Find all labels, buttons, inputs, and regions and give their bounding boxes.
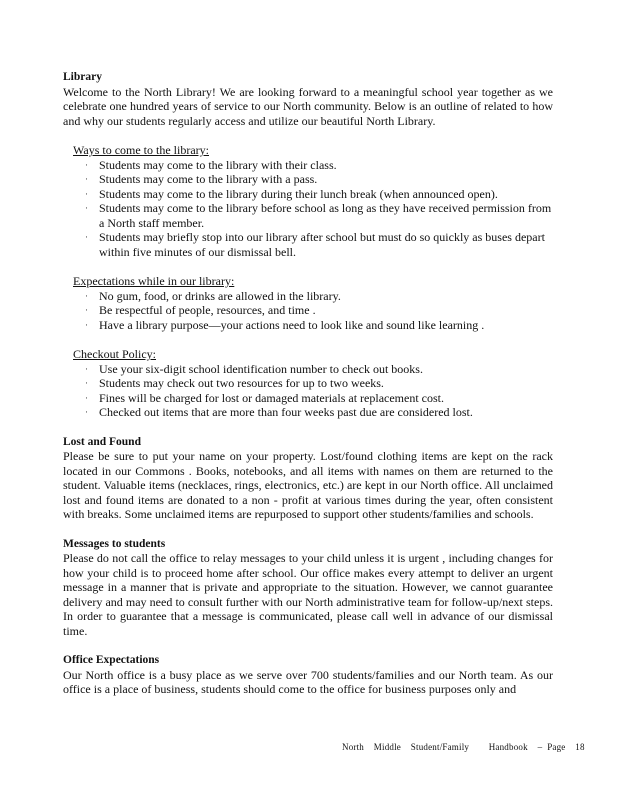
office-heading: Office Expectations [63,654,160,666]
ways-list [63,158,553,260]
expectations-title: Expectations while in our library: [73,274,235,288]
list-item: · Students may come to the library with their class. [85,157,337,172]
list-item: · Checked out items that are more than four weeks past due are considered lost. [85,405,473,419]
bullet-icon: · [85,305,88,315]
list-item: · Students may check out two resources for up to two weeks. [85,376,384,390]
lost-found-body: Please be sure to put your name on your property. Lost/found clothing items are kept on the rack located in our Commons . Books, notebooks, and all items with names on them are returned to the student. Valuable items (necklaces, rings, electronics, etc.) are kept in our North office. All unclaimed lost and found items are donated to a non - profit at various times during the year, often consistent with breaks. Some unclaimed items are repurposed to support other students/families and schools. [63,449,553,521]
list-item: · Be respectful of people, resources, and time . [85,303,316,317]
list-item: · Students may come to the library during their lunch break (when announced open). [85,186,498,201]
messages-heading: Messages to students [63,537,166,550]
checkout-title: Checkout Policy: [73,347,156,361]
messages-body: Please do not call the office to relay messages to your child unless it is urgent , including changes for how your child is to proceed home after school. Our office makes every attempt to deliver an urgent message in a manner that is private and appropriate to the situation. However, we cannot guarantee delivery and may need to consult further with our North administrative team for follow-up/next steps. In order to guarantee that a message is communicated, please call well in advance of our dismissal time. [63,551,553,638]
bullet-icon: · [85,159,88,170]
list-item: · No gum, food, or drinks are allowed in the library. [85,288,341,303]
list-item: · Have a library purpose—your actions need to look like and sound like learning . [85,317,485,332]
bullet-icon: · [85,363,88,374]
bullet-icon: · [85,378,88,388]
bullet-icon: · [85,319,88,330]
list-item: · Fines will be charged for lost or damaged materials at replacement cost. [85,390,444,405]
bullet-icon: · [85,203,88,213]
ways-title: Ways to come to the library: [73,143,209,157]
bullet-icon: · [85,174,88,184]
checkout-list [63,362,553,420]
list-item: · Students may come to the library before school as long as they have received permission from a North staff member. [85,201,552,230]
bullet-icon: · [85,290,88,301]
expectations-list [63,289,553,333]
bullet-icon: · [85,392,88,403]
page-footer: North Middle Student/Family Handbook – Page 18 [342,742,585,752]
document-page [63,70,553,697]
office-body: Our North office is a busy place as we serve over 700 students/families and our North team. As our office is a place of business, students should come to the office for business purposes only and [63,667,553,696]
bullet-icon: · [85,188,88,199]
library-intro: Welcome to the North Library! We are looking forward to a meaningful school year together as we celebrate one hundred years of service to our North community. Below is an outline of related to how and why our students regularly access and utilize our beautiful North Library. [63,84,553,128]
library-heading: Library [63,71,102,83]
bullet-icon: · [85,232,88,242]
list-item: · Use your six-digit school identification number to check out books. [85,361,423,376]
lost-found-heading: Lost and Found [63,435,141,448]
list-item: · Students may briefly stop into our library after school but must do so quickly as buses depart within five minutes of our dismissal bell. [85,230,545,259]
bullet-icon: · [85,407,88,417]
list-item: · Students may come to the library with a pass. [85,172,318,186]
